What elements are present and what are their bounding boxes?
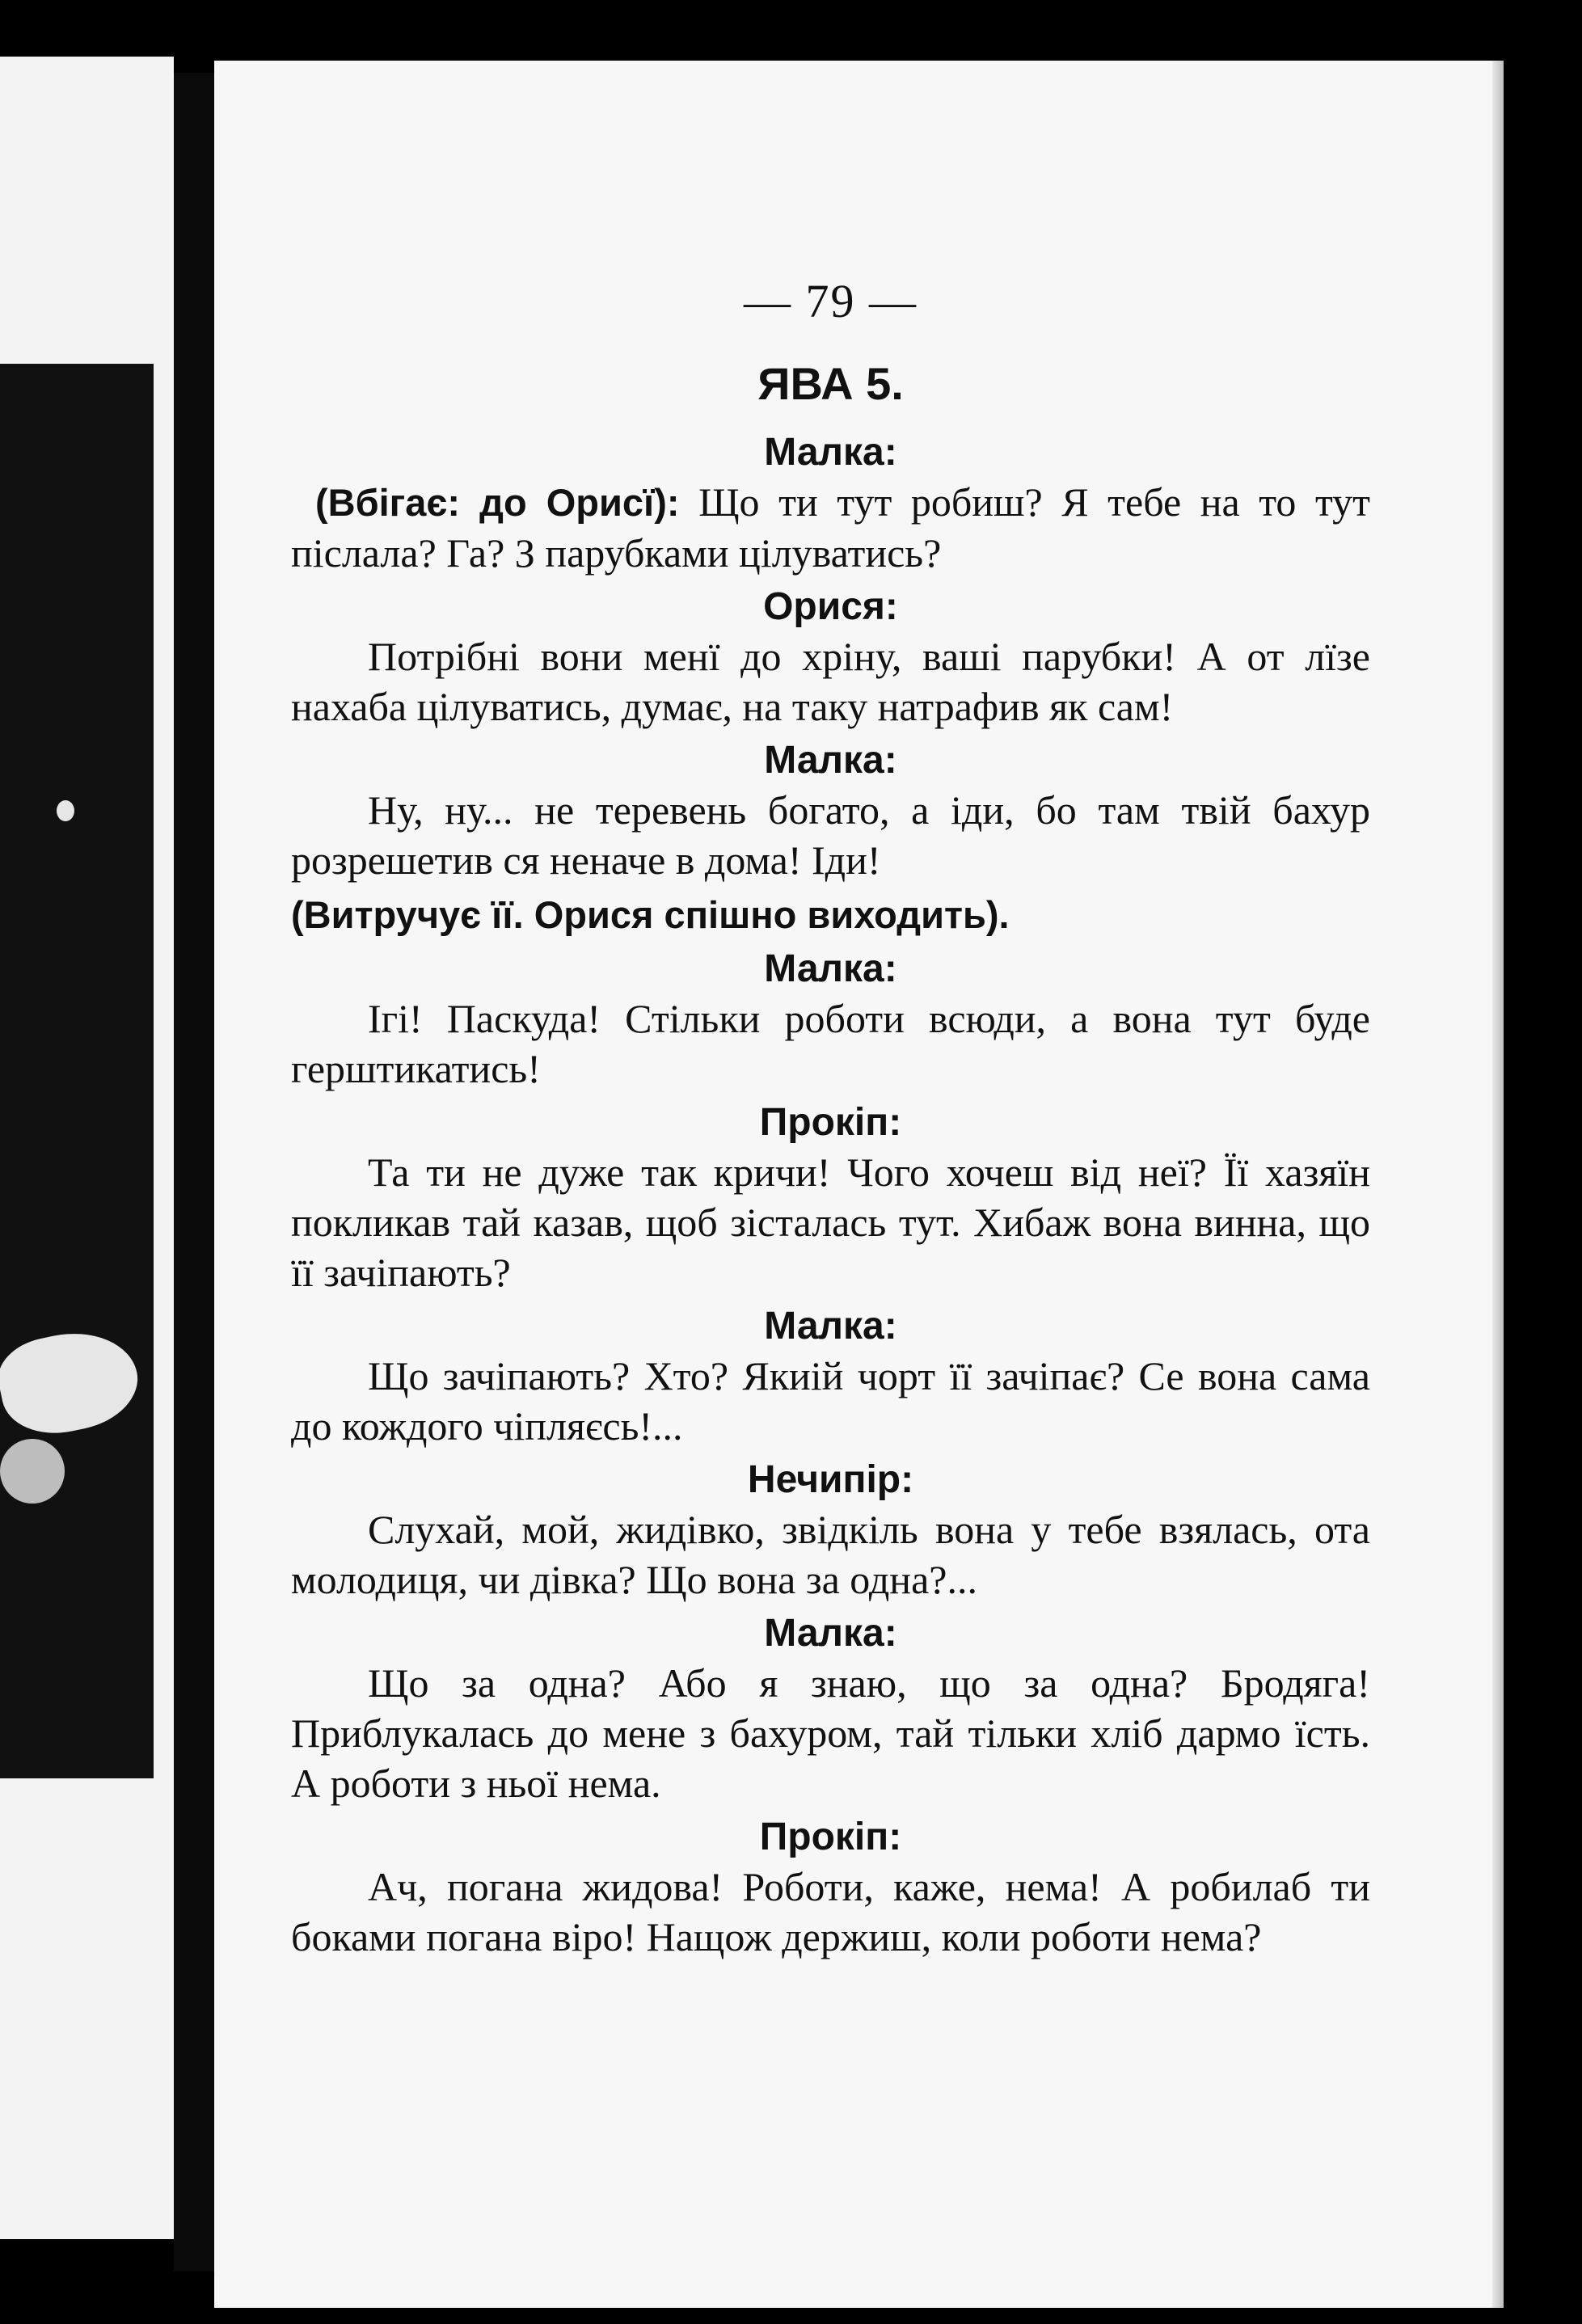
speaker-name: Прокіп: <box>759 1101 902 1144</box>
speaker-name: Малка: <box>764 1305 897 1348</box>
speech: Що за одна? Або я знаю, що за одна? Бродяга! Приблукалась до мене з бахуром, тай тільки хліб дармо їсть. А роботи з ньої нема. <box>291 1660 1370 1806</box>
speech-text: Що ти тут робиш? Я тебе на то тут післала? Га? З парубками цілуватись? <box>291 479 1370 576</box>
speech <box>291 477 1370 578</box>
speech: Ігі! Паскуда! Стільки роботи всюди, а вона тут буде герштикатись! <box>291 996 1370 1091</box>
speech: Ну, ну... не теревень богато, а іди, бо там твій бахур розрешетив ся неначе в дома! Іди! <box>291 787 1370 883</box>
speech: Слухай, мой, жидівко, звідкіль вона у тебе взялась, ота молодиця, чи дівка? Що вона за одна?... <box>291 1507 1370 1602</box>
left-facing-page <box>0 57 174 2239</box>
page-edge <box>1492 61 1504 2308</box>
page-number: — 79 — <box>744 275 918 327</box>
speaker-name: Орися: <box>763 585 898 628</box>
book-page <box>214 61 1504 2308</box>
speaker-name: Малка: <box>764 1612 897 1655</box>
photo-highlight <box>57 800 74 821</box>
speech: Ач, погана жидова! Роботи, каже, нема! А робилаб ти боками погана віро! Нащож держиш, коли роботи нема? <box>291 1864 1370 1959</box>
scene-heading: ЯВА 5. <box>757 358 904 409</box>
photograph <box>0 364 154 1778</box>
photo-figure-shape <box>0 1439 65 1504</box>
book-spine <box>174 73 214 2271</box>
speech: Потрібні вони менї до хріну, ваші парубки! А от лїзе нахаба цілуватись, думає, на таку натрафив як сам! <box>291 634 1370 729</box>
speaker-name: Нечипір: <box>747 1458 914 1501</box>
speaker-name: Малка: <box>764 947 897 990</box>
stage-direction: (Витручує її. Орися спішно виходить). <box>291 893 1010 936</box>
speaker-name: Прокіп: <box>759 1816 902 1858</box>
photo-figure-arm <box>0 1321 146 1445</box>
stage-direction: (Вбігає: до Орисї): <box>315 481 680 524</box>
speech: Що зачіпають? Хто? Якиій чорт її зачіпає? Се вона сама до кождого чіпляєсь!... <box>291 1353 1370 1449</box>
speech: Та ти не дуже так кричи! Чого хочеш від неї? Її хазяїн покликав тай казав, щоб зісталась тут. Хибаж вона винна, що її зачіпають? <box>291 1149 1370 1295</box>
speaker-name: Малка: <box>764 739 897 782</box>
speaker-name: Малка: <box>764 431 897 474</box>
page-text <box>291 263 1370 1967</box>
